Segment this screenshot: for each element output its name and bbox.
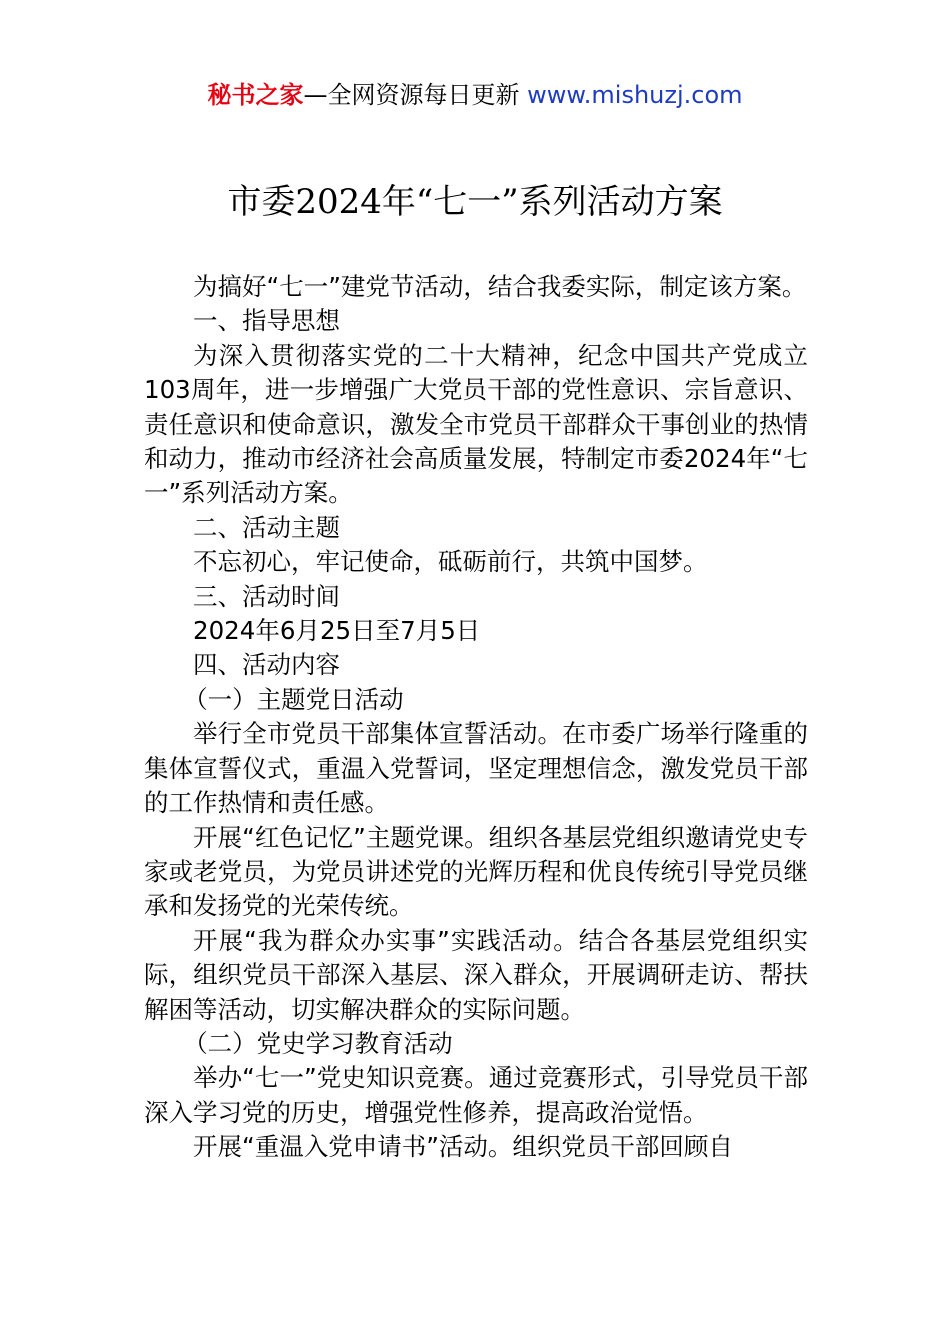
section-heading-content: 四、活动内容 — [193, 650, 340, 680]
body-paragraph: 2024年6月25日至7月5日 — [193, 616, 481, 646]
body-paragraph: 为深入贯彻落实党的二十大精神，纪念中国共产党成立103周年，进一步增强广大党员干部的党性意识、宗旨意识、责任意识和使命意识，激发全市党员干部群众干事创业的热情和动力，推动市经济社会高质量发展，特制定市委2024年“七一”系列活动方案。 — [144, 340, 808, 508]
subsection-heading-history-study: （二）党史学习教育活动 — [183, 1028, 453, 1058]
intro-paragraph: 为搞好“七一”建党节活动，结合我委实际，制定该方案。 — [193, 272, 807, 301]
site-header — [0, 78, 950, 112]
section-heading-time: 三、活动时间 — [193, 581, 340, 611]
body-paragraph: 开展“红色记忆”主题党课。组织各基层党组织邀请党史专家或老党员，为党员讲述党的光辉历程和优良传统引导党员继承和发扬党的光荣传统。 — [144, 822, 808, 921]
body-paragraph: 举行全市党员干部集体宣誓活动。在市委广场举行隆重的集体宣誓仪式，重温入党誓词，坚定理想信念，激发党员干部的工作热情和责任感。 — [144, 719, 808, 818]
body-paragraph: 不忘初心，牢记使命，砥砺前行，共筑中国梦。 — [193, 547, 708, 577]
body-paragraph: 开展“重温入党申请书”活动。组织党员干部回顾自 — [193, 1132, 733, 1162]
section-heading-guiding-thought: 一、指导思想 — [193, 306, 340, 336]
subsection-heading-party-day: （一）主题党日活动 — [183, 684, 404, 714]
body-paragraph: 开展“我为群众办实事”实践活动。结合各基层党组织实际，组织党员干部深入基层、深入群众，开展调研走访、帮扶解困等活动，切实解决群众的实际问题。 — [144, 925, 808, 1024]
site-url-link[interactable]: www.mishuzj.com — [527, 81, 743, 109]
site-tagline: —全网资源每日更新 — [303, 81, 528, 109]
site-brand: 秘书之家 — [207, 81, 304, 109]
document-body — [144, 270, 808, 1165]
body-paragraph: 举办“七一”党史知识竞赛。通过竞赛形式，引导党员干部深入学习党的历史，增强党性修养，提高政治觉悟。 — [144, 1063, 808, 1127]
document-title: 市委2024年“七一”系列活动方案 — [227, 182, 723, 222]
section-heading-theme: 二、活动主题 — [193, 512, 340, 542]
